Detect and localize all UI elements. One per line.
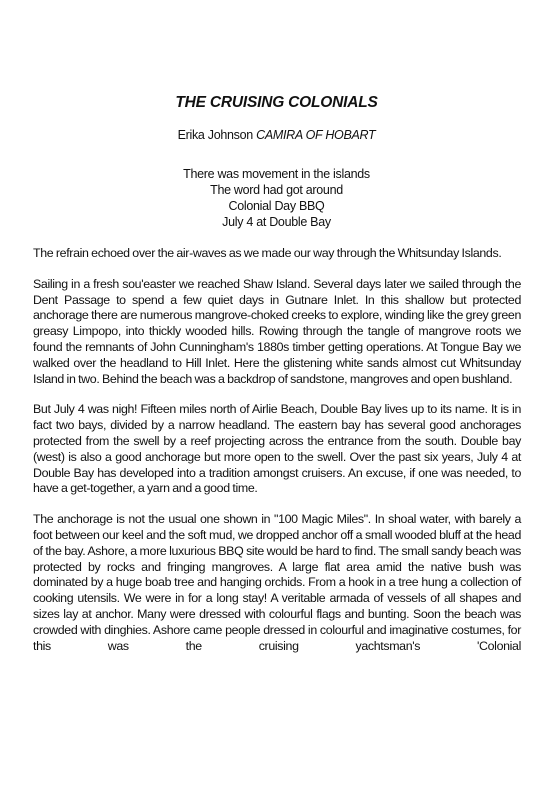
verse-line: Colonial Day BBQ [228,199,325,213]
verse-line: There was movement in the islands [183,167,370,181]
paragraph: Sailing in a fresh sou'easter we reached Shaw Island. Several days later we sailed through the Dent Passage to spend a few quiet days in Gutnare Inlet. In this shallow but protected anchorage there are numerous mangrove-choked creeks to explore, winding like the grey green greasy Limpopo, into thickly wooded hills. Rowing through the tangle of mangrove roots we found the remnants of John Cunningham's 1880s timber getting operations. At Tongue Bay we walked over the headland to Hill Inlet. Here the glistening white sands almost cut Whitsunday Island in two. Behind the beach was a backdrop of sandstone, mangroves and open bushland. [33,276,521,386]
byline [0,128,553,142]
boat-name: CAMIRA OF HOBART [256,128,376,142]
paragraph: The refrain echoed over the air-waves as we made our way through the Whitsunday Islands. [33,246,502,260]
paragraph: But July 4 was nigh! Fifteen miles north of Airlie Beach, Double Bay lives up to its name. It is in fact two bays, divided by a narrow headland. The eastern bay has several good anchorages protected from the swell by a reef projecting across the entrance from the south. Double bay (west) is also a good anchorage but more open to the swell. Over the past six years, July 4 at Double Bay has developed into a tradition amongst cruisers. An excuse, if one was needed, to have a get-together, a yarn and a good time. [33,402,521,496]
article-body [33,246,521,669]
article-title: THE CRUISING COLONIALS [175,94,378,111]
verse-line: July 4 at Double Bay [222,215,331,229]
paragraph: The anchorage is not the usual one shown in "100 Magic Miles". In shoal water, with barely a foot between our keel and the soft mud, we dropped anchor off a small wooded bluff at the head of the bay. Ashore, a more luxurious BBQ site would be hard to find. The small sandy beach was protected by rocks and fringing mangroves. A large flat area amid the native bush was dominated by a huge boab tree and hanging orchids. From a hook in a tree hung a collection of cooking utensils. We were in for a long stay! A veritable armada of vessels of all shapes and sizes lay at anchor. Many were dressed with colourful flags and bunting. Soon the beach was crowded with dinghies. Ashore came people dressed in colourful and imaginative costumes, for this was the cruising yachtsman's 'Colonial [33,512,521,653]
author-name: Erika Johnson [177,128,253,142]
verse-block [0,166,553,230]
verse-line: The word had got around [210,183,343,197]
